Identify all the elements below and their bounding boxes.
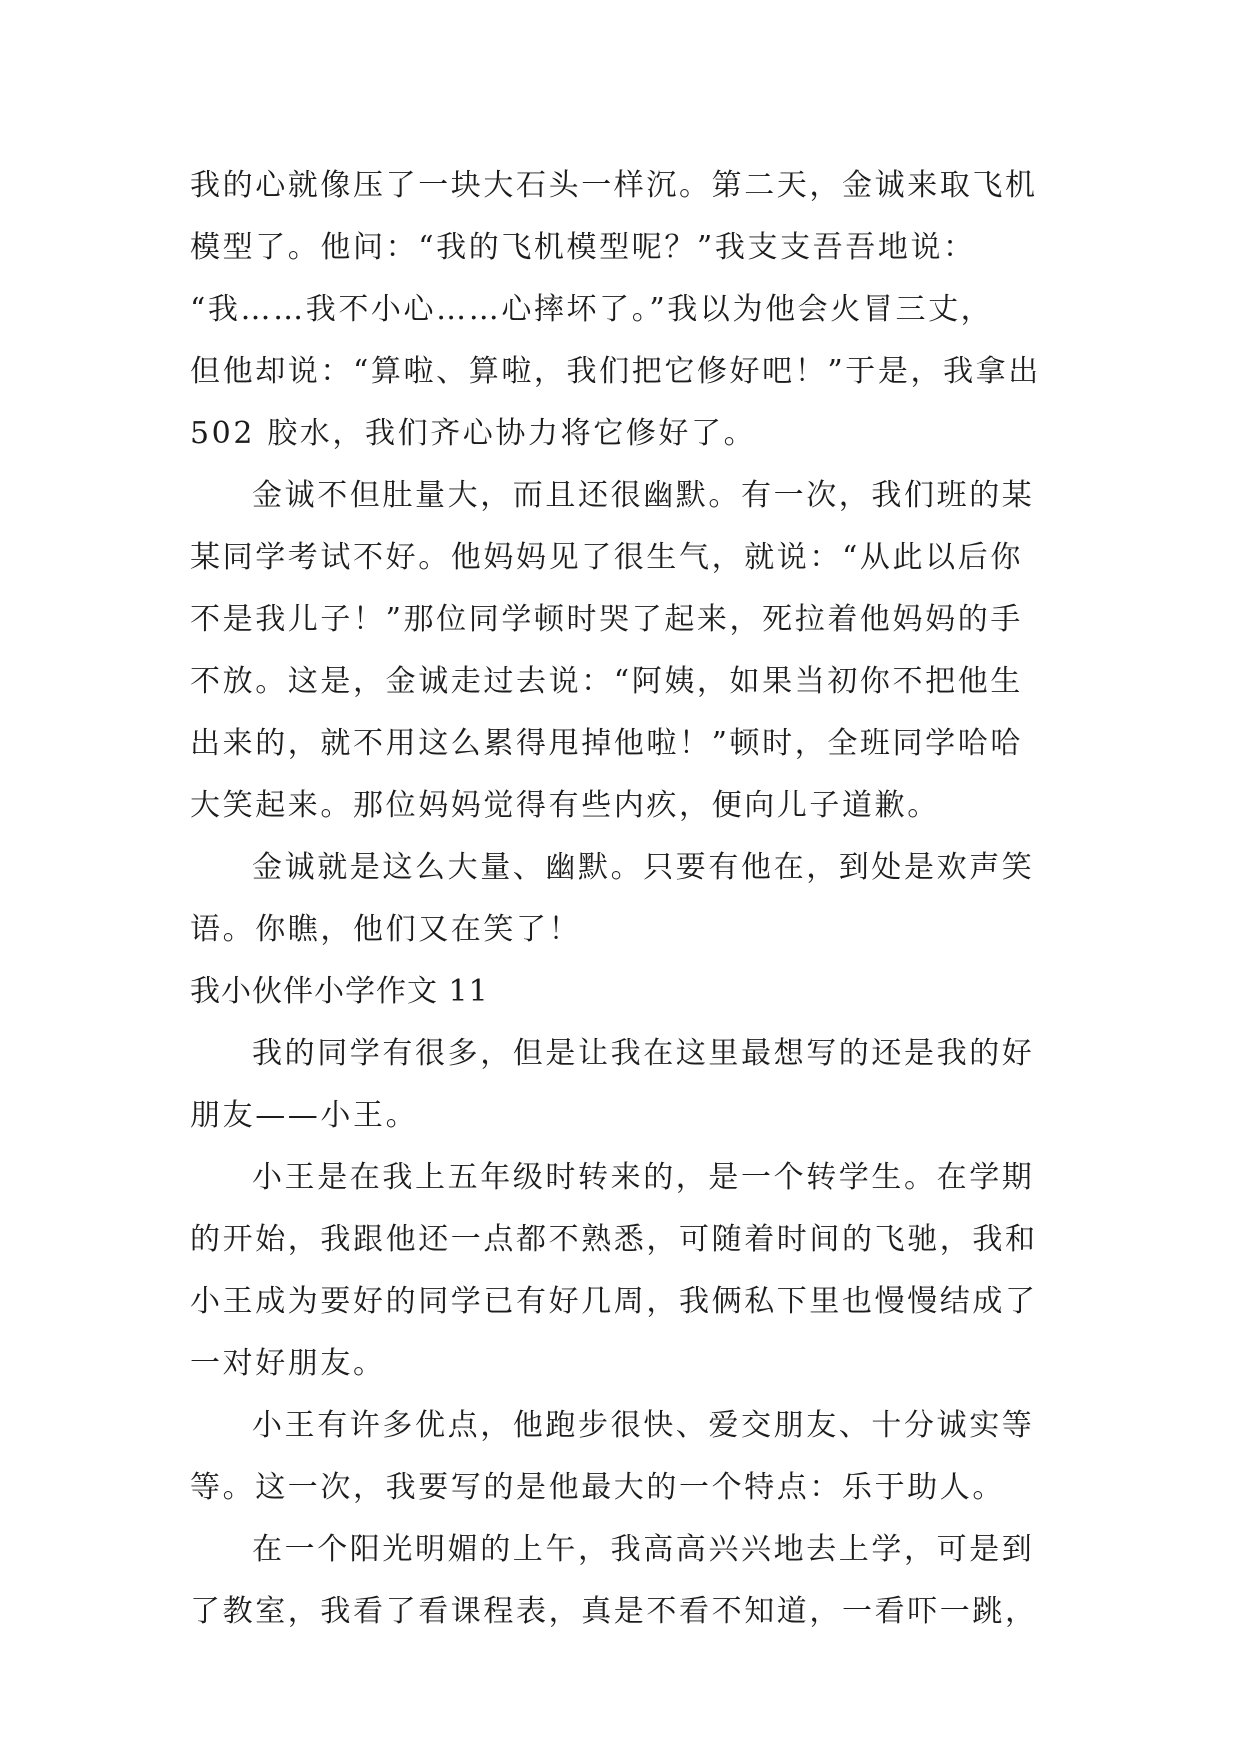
text-line: 出来的，就不用这么累得甩掉他啦！”顿时，全班同学哈哈 [190,726,1023,761]
paragraph-first-line: 在一个阳光明媚的上午，我高高兴兴地去上学，可是到 [252,1532,1035,1567]
text-line: 语。你瞧，他们又在笑了！ [190,912,582,947]
text-line: 了教室，我看了看课程表，真是不看不知道，一看吓一跳， [190,1594,1038,1629]
paragraph-first-line: 金诚就是这么大量、幽默。只要有他在，到处是欢声笑 [252,850,1035,885]
paragraph-first-line: 金诚不但肚量大，而且还很幽默。有一次，我们班的某 [252,478,1035,513]
text-line: 但他却说：“算啦、算啦，我们把它修好吧！”于是，我拿出 [190,354,1041,389]
text-line: 大笑起来。那位妈妈觉得有些内疚，便向儿子道歉。 [190,788,940,823]
text-line: 等。这一次，我要写的是他最大的一个特点：乐于助人。 [190,1470,1005,1505]
text-line: 502 胶水，我们齐心协力将它修好了。 [190,416,757,451]
text-line: 的开始，我跟他还一点都不熟悉，可随着时间的飞驰，我和 [190,1222,1038,1257]
text-line: 不是我儿子！”那位同学顿时哭了起来，死拉着他妈妈的手 [190,602,1023,637]
text-line: 某同学考试不好。他妈妈见了很生气，就说：“从此以后你 [190,540,1023,575]
section-title: 我小伙伴小学作文 11 [190,974,489,1009]
text-line: “我……我不小心……心摔坏了。”我以为他会火冒三丈， [190,292,994,327]
paragraph-first-line: 小王是在我上五年级时转来的，是一个转学生。在学期 [252,1160,1035,1195]
text-line: 不放。这是，金诚走过去说：“阿姨，如果当初你不把他生 [190,664,1023,699]
paragraph-first-line: 小王有许多优点，他跑步很快、爱交朋友、十分诚实等 [252,1408,1035,1443]
text-line: 朋友——小王。 [190,1098,419,1133]
paragraph-first-line: 我的同学有很多，但是让我在这里最想写的还是我的好 [252,1036,1035,1071]
text-line: 模型了。他问：“我的飞机模型呢？”我支支吾吾地说： [190,230,976,265]
text-line: 小王成为要好的同学已有好几周，我俩私下里也慢慢结成了 [190,1284,1038,1319]
text-line: 我的心就像压了一块大石头一样沉。第二天，金诚来取飞机 [190,168,1038,203]
document-body [190,155,1070,1643]
text-line: 一对好朋友。 [190,1346,386,1381]
